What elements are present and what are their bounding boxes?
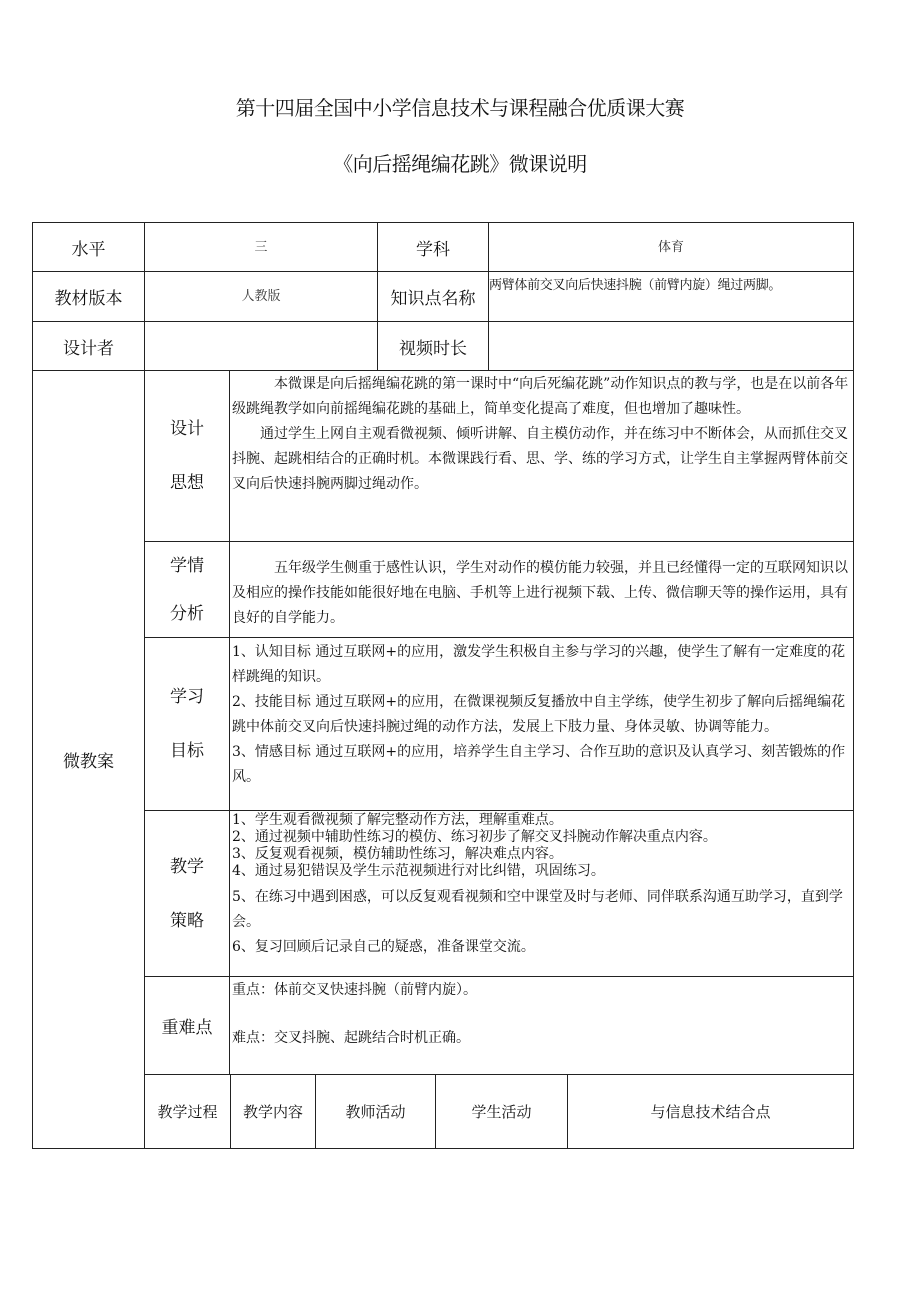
keypoints-content: [230, 978, 853, 1073]
level-label: 水平: [71, 239, 106, 260]
edition-value: 人教版: [241, 289, 281, 304]
design-label-a: 设计: [170, 419, 204, 439]
duration-value: [489, 335, 853, 365]
design-label: [145, 371, 229, 541]
strategy-content: [230, 812, 853, 975]
analysis-label-b: 分析: [170, 603, 204, 624]
strategy-item: 3、反复观看视频，模仿辅助性练习，解决难点内容。: [232, 846, 563, 862]
difficult-point: 难点：交叉抖腕、起跳结合时机正确。: [232, 1030, 470, 1046]
design-para1: 本微课是向后摇绳编花跳的第一课时中“向后死编花跳”动作知识点的教与学，也是在以前各年级跳绳教学如向前摇绳编花跳的基础上，简单变化提高了难度，但也增加了趣味性。: [232, 376, 849, 417]
knowledge-value: 两臂体前交叉向后快速抖腕（前臂内旋）绳过两脚。: [489, 278, 782, 293]
goals-label: [145, 638, 229, 810]
keypoints-label: 重难点: [161, 1018, 213, 1038]
subject-value: 体育: [657, 240, 684, 255]
strategy-label-a: 教学: [170, 856, 204, 877]
analysis-label-a: 学情: [170, 555, 204, 576]
process-col-teacher: 教师活动: [345, 1103, 406, 1121]
page-subtitle: 《向后摇绳编花跳》微课说明: [333, 152, 587, 176]
design-label-b: 思想: [170, 473, 204, 493]
design-para2: 通过学生上网自主观看微视频、倾听讲解、自主模仿动作，并在练习中不断体会，从而抓住交叉抖腕、起跳相结合的正确时机。本微课践行看、思、学、练的学习方式，让学生自主掌握两臂体前交叉向后快速抖腕两脚过绳动作。: [232, 426, 848, 492]
strategy-item: 1、学生观看微视频了解完整动作方法，理解重难点。: [232, 812, 563, 828]
process-col-student: 学生活动: [471, 1103, 532, 1121]
knowledge-label: 知识点名称: [390, 289, 476, 309]
strategy-label-b: 策略: [170, 910, 204, 931]
goals-label-b: 目标: [170, 741, 204, 761]
strategy-item: 2、通过视频中辅助性练习的模仿、练习初步了解交叉抖腕动作解决重点内容。: [232, 829, 717, 845]
edition-label: 教材版本: [54, 289, 123, 309]
process-col-tech: 与信息技术结合点: [650, 1103, 771, 1121]
level-value: 三: [254, 240, 268, 255]
analysis-content: [230, 556, 853, 636]
key-point: 重点：体前交叉快速抖腕（前臂内旋）。: [232, 982, 477, 998]
analysis-label: [145, 542, 229, 637]
goals-content: [230, 640, 853, 808]
designer-label: 设计者: [63, 338, 114, 359]
duration-label: 视频时长: [399, 338, 467, 359]
micro-plan-label: 微教案: [63, 752, 114, 772]
goals-label-a: 学习: [170, 687, 204, 707]
process-col-process: 教学过程: [157, 1103, 218, 1121]
strategy-item: 5、在练习中遇到困惑，可以反复观看视频和空中课堂及时与老师、同伴联系沟通互助学习，直到学会。: [232, 889, 843, 930]
designer-value: [145, 335, 377, 365]
goal-item: 2、技能目标 通过互联网+的应用，在微课视频反复播放中自主学练，使学生初步了解向后摇绳编花跳中体前交叉向后快速抖腕过绳的动作方法，发展上下肢力量、身体灵敏、协调等能力。: [232, 694, 846, 735]
page-title: 第十四届全国中小学信息技术与课程融合优质课大赛: [235, 96, 685, 120]
subject-label: 学科: [416, 239, 450, 260]
strategy-label: [145, 811, 229, 976]
strategy-item: 4、通过易犯错误及学生示范视频进行对比纠错，巩固练习。: [232, 863, 605, 879]
design-content: [230, 372, 853, 540]
strategy-item: 6、复习回顾后记录自己的疑惑，准备课堂交流。: [232, 939, 535, 955]
goal-item: 3、情感目标 通过互联网+的应用，培养学生自主学习、合作互助的意识及认真学习、刻苦锻炼的作风。: [232, 744, 846, 785]
analysis-para1: 五年级学生侧重于感性认识，学生对动作的模仿能力较强，并且已经懂得一定的互联网知识以及相应的操作技能如能很好地在电脑、手机等上进行视频下载、上传、微信聊天等的操作运用，具有良好的自学能力。: [232, 560, 848, 626]
goal-item: 1、认知目标 通过互联网+的应用，激发学生积极自主参与学习的兴趣，使学生了解有一定难度的花样跳绳的知识。: [232, 644, 846, 685]
process-col-content: 教学内容: [242, 1103, 303, 1121]
